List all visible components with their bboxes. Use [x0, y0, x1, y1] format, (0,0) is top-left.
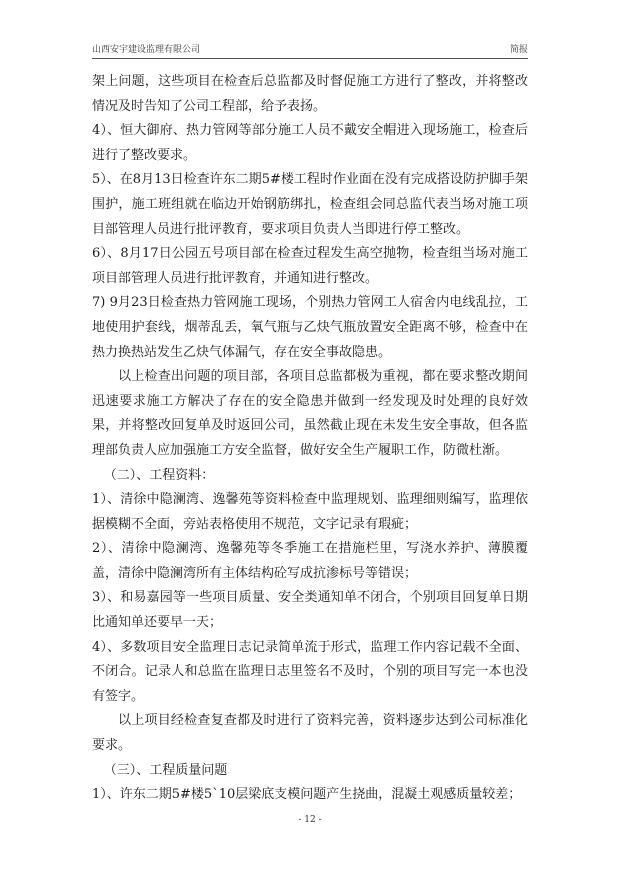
list-item-4: 4）、恒大御府、热力管网等部分施工人员不戴安全帽进入现场施工，检查后进行了整改要求。 — [92, 123, 528, 163]
list-item-3: 3）、和易嘉园等一些项目质量、安全类通知单不闭合，个别项目回复单日期比通知单还要早一天； — [92, 590, 528, 631]
list-item-5: 5）、在8月13日检查许东二期5#楼工程时作业面在没有完成搭设防护脚手架围护，施工班组就在临边开始钢筋绑扎，检查组会同总监代表当场对施工项目部管理人员进行批评教育，要求项目负责人当即进行停工整改。 — [92, 172, 528, 237]
list-item-1: 1）、清徐中隐澜湾、逸馨苑等资料检查中监理规划、监理细则编写，监理依据模糊不全面，旁站表格使用不规范，文字记录有瑕疵； — [92, 492, 528, 532]
list-item-6: 6）、8月17日公园五号项目部在检查过程发生高空抛物，检查组当场对施工项目部管理人员进行批评教育，并通知进行整改。 — [92, 246, 528, 286]
section-heading-2: （二）、工程资料： — [103, 467, 215, 483]
list-item-4b: 4）、多数项目安全监理日志记录简单流于形式，监理工作内容记载不全面、不闭合。记录人和总监在监理日志里签名不及时，个别的项目写完一本也没有签字。 — [92, 639, 528, 704]
list-item-7: 7) 9月23日检查热力管网施工现场，个别热力管网工人宿舍内电线乱拉，工地使用护套线，烟蒂乱丢，氧气瓶与乙炔气瓶放置安全距离不够，检查中在热力换热站发生乙炔气体漏气，存在安全事故隐患。 — [92, 295, 528, 360]
list-item-2: 2）、清徐中隐澜湾、逸馨苑等冬季施工在措施栏里，写浇水养护、薄膜覆盖，清徐中隐澜湾所有主体结构砼写成抗渗标号等错误； — [92, 541, 528, 581]
header-doc-type: 简报 — [509, 45, 528, 55]
page-header — [92, 40, 528, 59]
summary-paragraph: 以上检查出问题的项目部，各项目总监都极为重视，都在要求整改期间迅速要求施工方解决了存在的安全隐患并做到一经发现及时处理的良好效果，并将整改回复单及时返回公司，虽然截止现在未发生安全事故，但各监理部负责人应加强施工方安全监督，做好安全生产履职工作，防微杜渐。 — [92, 369, 528, 458]
list-item-1b: 1）、许东二期5#楼5`10层梁底支模问题产生挠曲，混凝土观感质量较差； — [92, 787, 522, 803]
paragraph-continuation: 架上问题，这些项目在检查后总监都及时督促施工方进行了整改，并将整改情况及时告知了公司工程部，给予表扬。 — [92, 74, 528, 114]
section-heading-3: （三）、工程质量问题 — [103, 762, 228, 778]
document-body — [92, 70, 528, 808]
summary-paragraph-2: 以上项目经检查复查都及时进行了资料完善，资料逐步达到公司标准化要求。 — [92, 713, 528, 754]
page-number: - 12 - — [298, 815, 322, 825]
header-company: 山西安宇建设监理有限公司 — [92, 45, 201, 55]
